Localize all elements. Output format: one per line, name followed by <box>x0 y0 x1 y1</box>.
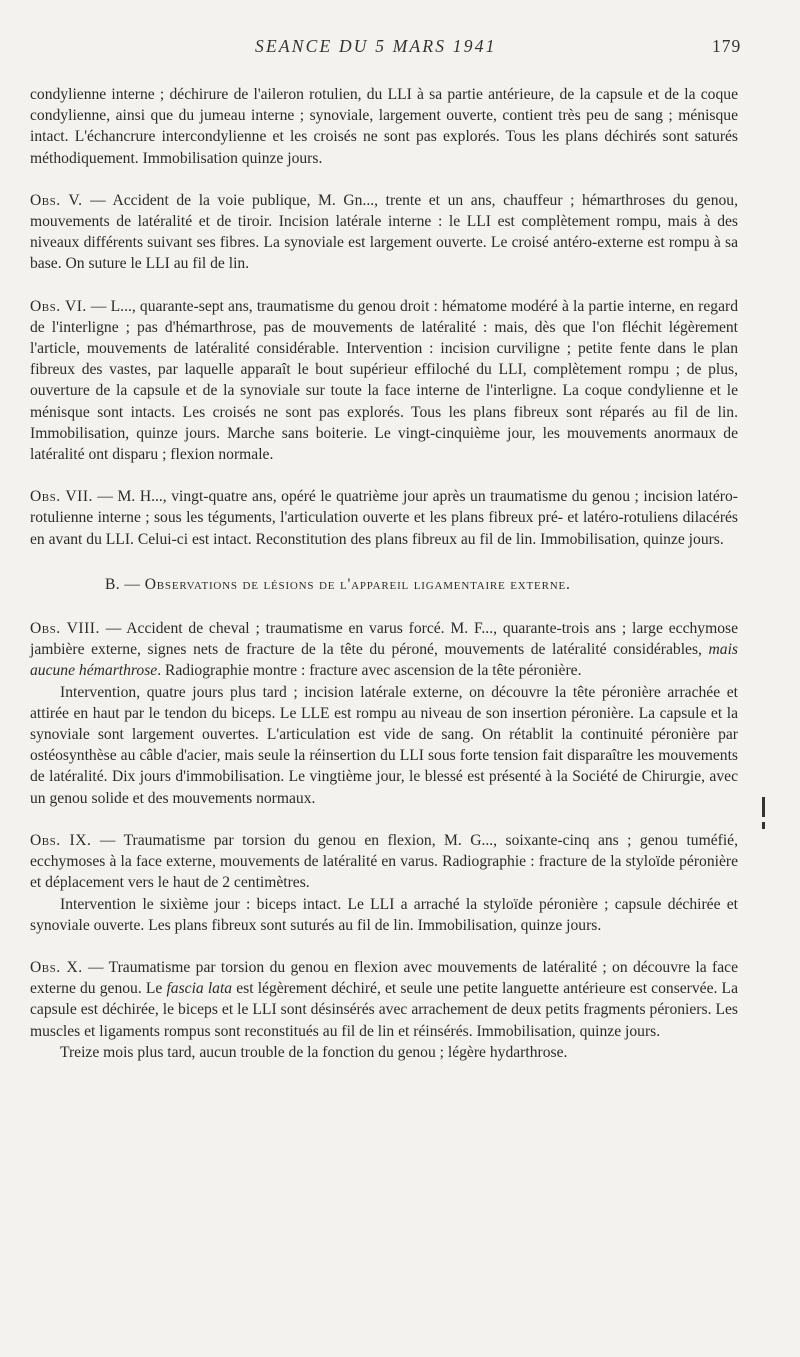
paragraph-text: Treize mois plus tard, aucun trouble de la fonction du genou ; légère hydarthrose. <box>60 1043 568 1061</box>
observation-emphasis: fascia lata <box>166 980 233 998</box>
observation-text: — M. H..., vingt-quatre ans, opéré le quatrième jour après un traumatisme du genou ; incision latéro-rotulienne interne ; sous les téguments, l'articulation ouverte et les plans fibreux pré- et latéro-rotuliens dilacérés en avant du LLI. Celui-ci est intact. Reconstitution des plans fibreux au fil de lin. Immobilisation, quinze jours. <box>30 488 738 548</box>
observation-text: — L..., quarante-sept ans, traumatisme du genou droit : hématome modéré à la partie interne, en regard de l'interligne ; pas d'hémarthrose, pas de mouvements de latéralité : mais, dès que l'on fléchit légèrement l'article, mouvements de latéralité considérable. Intervention : incision curviligne ; petite fente dans le plan fibreux des vastes, par laquelle apparaît le bout supérieur effiloché du LLI, complètement rompu ; de plus, ouverture de la capsule et de la synoviale sur toute la face interne de l'interligne. La coque condylienne et le ménisque sont intacts. Les croisés ne sont pas explorés. Tous les plans fibreux sont réparés au fil de lin. Immobilisation, quinze jours. Marche sans boiterie. Le vingt-cinquième jour, les mouvements anormaux de latéralité ont disparu ; flexion normale. <box>30 297 738 464</box>
text-body <box>30 84 738 1063</box>
observation-text: — Accident de la voie publique, M. Gn..., trente et un ans, chauffeur ; hémarthroses du genou, mouvements de latéralité et de tiroir. Incision latérale interne : le LLI est complètement rompu, mais à des niveaux différents suivant ses fibres. La synoviale est largement ouverte. Le croisé antéro-externe est rompu à sa base. On suture le LLI au fil de lin. <box>30 191 738 273</box>
observation-6 <box>30 296 738 466</box>
running-title: SEANCE DU 5 MARS 1941 <box>255 36 497 56</box>
observation-7 <box>30 486 738 550</box>
paragraph-continuation <box>30 84 738 169</box>
observation-10 <box>30 957 738 1042</box>
page-number: 179 <box>712 36 742 56</box>
paragraph-text: Intervention le sixième jour : biceps intact. Le LLI a arraché la styloïde péronière ; capsule déchirée et synoviale ouverte. Les plans fibreux sont suturés au fil de lin. Immobilisation, quinze jours. <box>30 895 738 934</box>
observation-8-continuation <box>30 682 738 809</box>
observation-label: Obs. V. <box>30 191 83 209</box>
observation-emphasis: mais aucune hémarthrose <box>30 641 738 680</box>
observation-text: est légèrement déchiré, et seule une petite languette antérieure est conservée. La capsule est déchirée, le biceps et le LLI sont désinsérés avec arrachement de deux petits fragments péroniers. Les muscles et ligaments rompus sont reconstitués au fil de lin et réinsérés. Immobilisation, quinze jours. <box>30 980 738 1040</box>
observation-9 <box>30 830 738 894</box>
observation-label: Obs. VIII. <box>30 620 100 638</box>
observation-text: — Traumatisme par torsion du genou en flexion, M. G..., soixante-cinq ans ; genou tuméfié, ecchymoses à la face externe, mouvements de latéralité en varus. Radiographie : fracture de la styloïde péronière et déplacement vers le haut de 2 centimètres. <box>30 831 738 892</box>
observation-8 <box>30 618 738 682</box>
observation-label: Obs. IX. <box>30 831 92 849</box>
observation-text: . Radiographie montre : fracture avec ascension de la tête péronière. <box>157 662 582 680</box>
margin-mark <box>762 797 765 817</box>
observation-label: Obs. VII. <box>30 488 93 506</box>
observation-label: Obs. VI. <box>30 297 87 315</box>
observation-10-continuation <box>30 1042 738 1063</box>
section-prefix: B. — <box>105 575 145 593</box>
section-heading <box>30 574 738 595</box>
observation-text: — Traumatisme par torsion du genou en flexion avec mouvements de latéralité ; on découvre la face externe du genou. Le <box>30 958 738 998</box>
paragraph-text: condylienne interne ; déchirure de l'aileron rotulien, du LLI à sa partie antérieure, de la capsule et de la coque condylienne, ainsi que du jumeau interne ; synoviale, largement ouverte, contient très peu de sang ; ménisque intact. L'échancrure intercondylienne et les croisés ne sont pas explorés. Tous les plans déchirés sont saturés méthodiquement. Immobilisation quinze jours. <box>30 86 738 167</box>
section-title: Observations de lésions de l'appareil ligamentaire externe. <box>144 575 571 593</box>
observation-9-continuation <box>30 894 738 936</box>
observation-text: — Accident de cheval ; traumatisme en varus forcé. M. F..., quarante-trois ans ; large ecchymose jambière externe, signes nets de fracture de la tête du péroné, mouvements de latéralité considérables, <box>30 620 738 659</box>
paragraph-text: Intervention, quatre jours plus tard ; incision latérale externe, on découvre la tête péronière arrachée et attirée en haut par le tendon du biceps. Le LLE est rompu au niveau de son insertion péronière. La capsule et la synoviale sont largement ouvertes. L'articulation est vide de sang. On rétablit la continuité péronière par ostéosynthèse au câble d'acier, mais seule la réinsertion du LLI sous forte tension fait disparaître les mouvements de latéralité. Dix jours d'immobilisation. Le vingtième jour, le blessé est présenté à la Société de Chirurgie, avec un genou solide et des mouvements normaux. <box>30 683 738 807</box>
margin-mark <box>762 822 765 829</box>
page-header <box>0 36 800 66</box>
observation-label: Obs. X. <box>30 958 83 976</box>
observation-5 <box>30 190 738 275</box>
